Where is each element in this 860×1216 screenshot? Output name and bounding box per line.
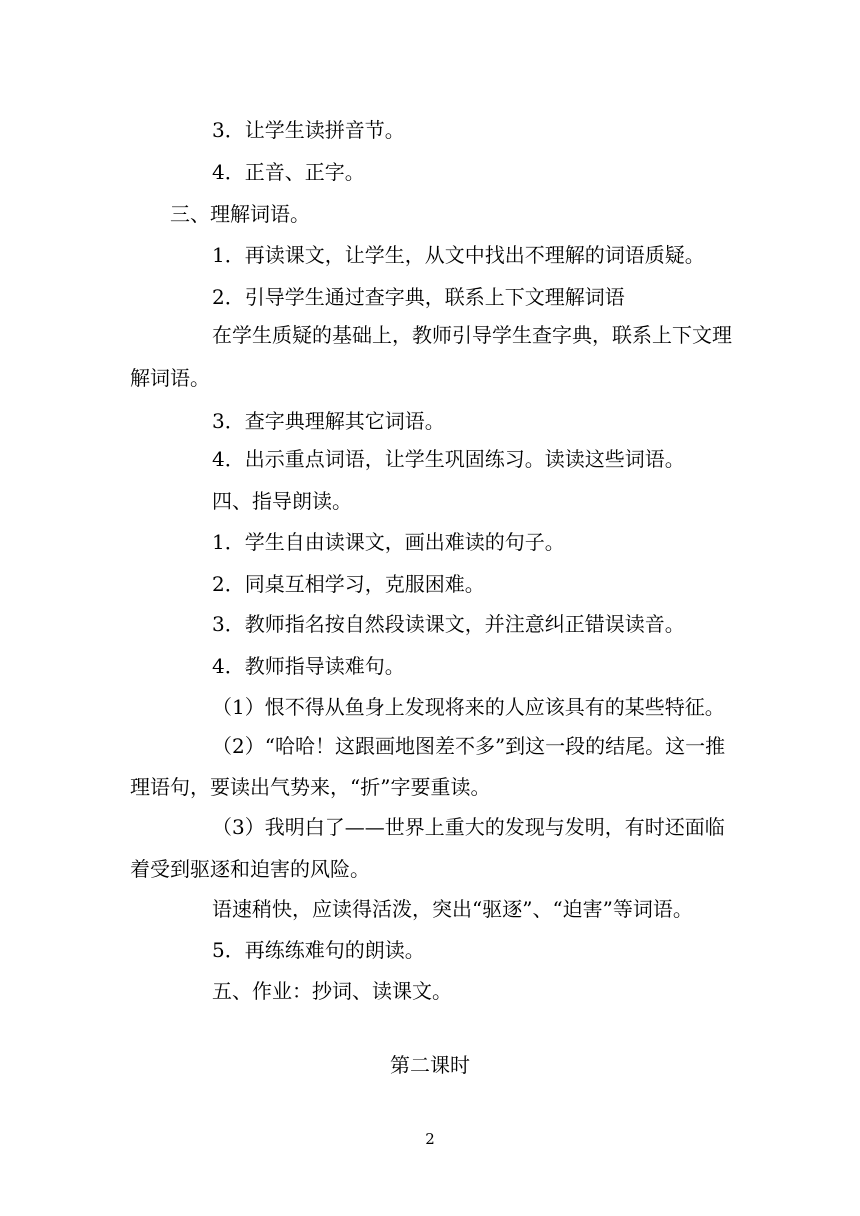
- text-line: 3．让学生读拼音节。: [212, 118, 405, 142]
- text-line: 4．正音、正字。: [212, 160, 365, 184]
- section-heading-4: 四、指导朗读。: [212, 489, 352, 513]
- text-line: 1．再读课文，让学生，从文中找出不理解的词语质疑。: [212, 243, 705, 267]
- example-line: （3）我明白了——世界上重大的发现与发明，有时还面临: [212, 815, 725, 839]
- text-line: 3．教师指名按自然段读课文，并注意纠正错误读音。: [212, 612, 685, 636]
- page-number: 2: [425, 1130, 435, 1148]
- paragraph-line-continued: 解词语。: [130, 366, 210, 390]
- section-heading-3: 三、理解词语。: [170, 202, 310, 226]
- text-line: 2．引导学生通过查字典，联系上下文理解词语: [212, 285, 625, 309]
- section-heading-5: 五、作业：抄词、读课文。: [212, 979, 452, 1003]
- example-line-continued: 理语句，要读出气势来，“折”字要重读。: [130, 775, 491, 799]
- paragraph-line: 在学生质疑的基础上，教师引导学生查字典，联系上下文理: [212, 323, 732, 347]
- text-line: 4．出示重点词语，让学生巩固练习。读读这些词语。: [212, 447, 685, 471]
- example-line: （2）“哈哈！这跟画地图差不多”到这一段的结尾。这一推: [212, 734, 726, 758]
- text-line: 5．再练练难句的朗读。: [212, 938, 425, 962]
- text-line: 1．学生自由读课文，画出难读的句子。: [212, 530, 565, 554]
- lesson-heading: 第二课时: [390, 1053, 470, 1077]
- text-line: 3．查字典理解其它词语。: [212, 409, 445, 433]
- example-line-continued: 着受到驱逐和迫害的风险。: [130, 857, 370, 881]
- text-line: 语速稍快，应读得活泼，突出“驱逐”、“迫害”等词语。: [212, 897, 693, 921]
- text-line: 4．教师指导读难句。: [212, 654, 405, 678]
- example-line: （1）恨不得从鱼身上发现将来的人应该具有的某些特征。: [212, 695, 725, 719]
- text-line: 2．同桌互相学习，克服困难。: [212, 572, 485, 596]
